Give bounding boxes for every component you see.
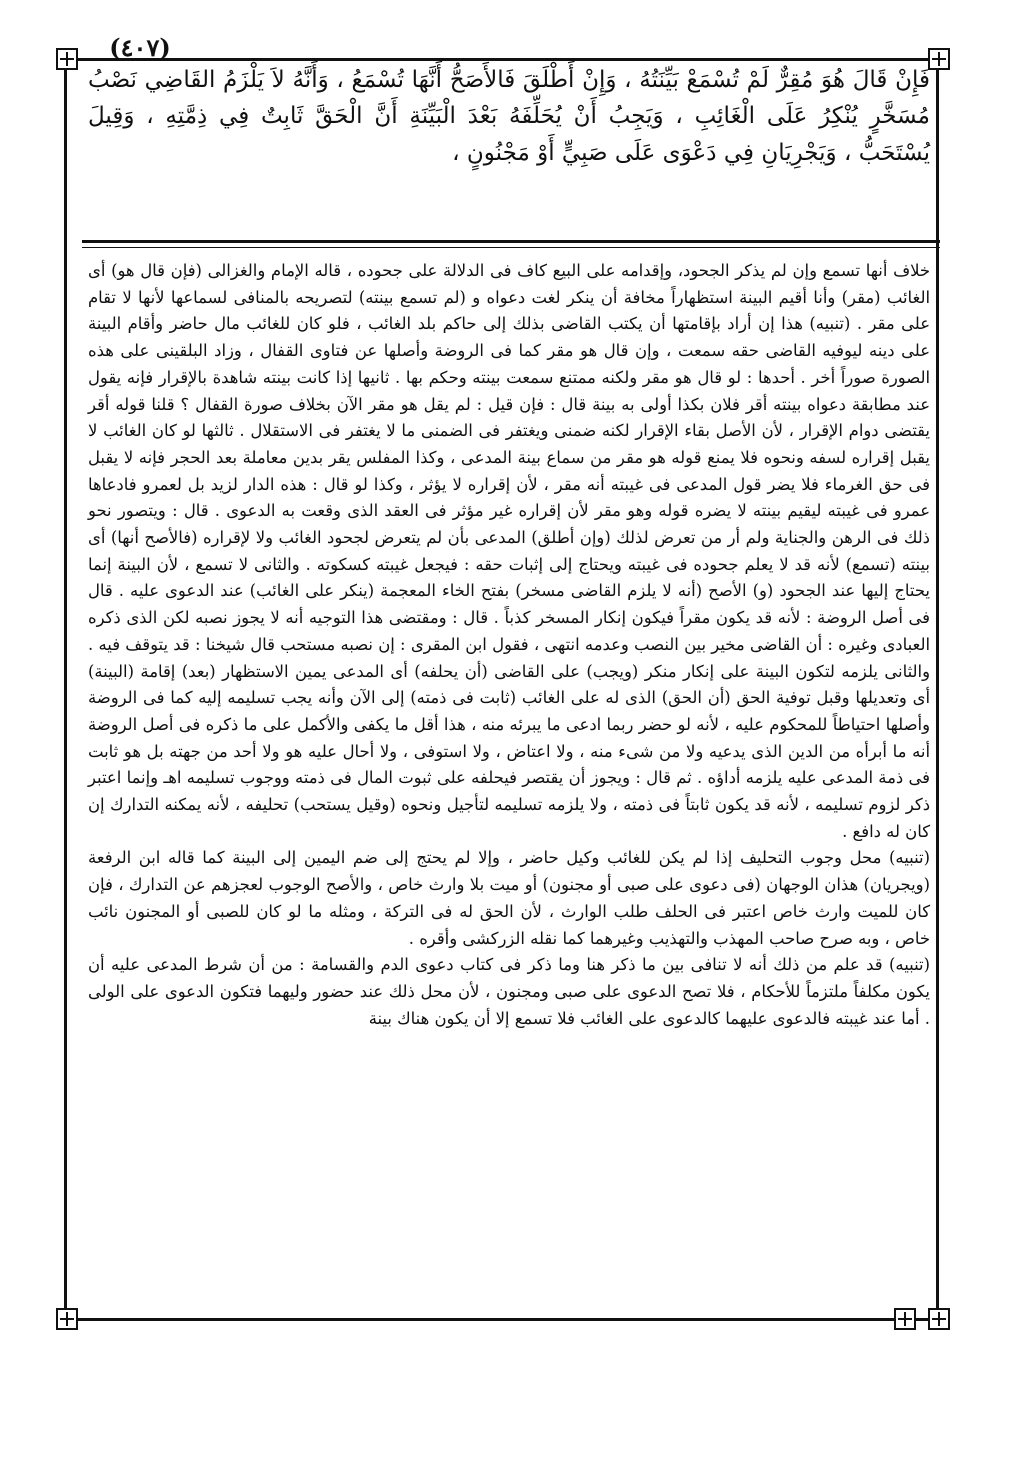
- matn-text: فَإِنْ قَالَ هُوَ مُقِرٌّ لَمْ تُسْمَعْ بَيِّنَتُهُ ، وَإِنْ أَطْلَقَ فَالأَصَحُّ أَنَّهَا تُسْمَعُ ، وَأَنَّهُ لاَ يَلْزَمُ القَاضِي نَصْبُ مُسَخَّرٍ يُنْكِرُ عَلَى الْغَائِبِ ، وَيَجِبُ أَنْ يُحَلِّفَهُ بَعْدَ الْبَيِّنَةِ أَنَّ الْحَقَّ ثَابِتٌ فِي ذِمَّتِهِ ، وَقِيلَ يُسْتَحَبُّ ، وَيَجْرِيَانِ فِي دَعْوَى عَلَى صَبِيٍّ أَوْ مَجْنُونٍ ،: [88, 67, 930, 166]
- commentary-text: [88, 258, 930, 1032]
- section-separator-thin: [82, 247, 940, 248]
- frame-left-line: [64, 58, 67, 1320]
- commentary-paragraph: (تنبيه) محل وجوب التحليف إذا لم يكن للغائب وكيل حاضر ، وإلا لم يحتج إلى ضم اليمين إلى البينة كما قاله ابن الرفعة (ويجريان) هذان الوجهان (فى دعوى على صبى أو مجنون) أو ميت بلا وارث خاص ، والأصح الوجوب لعجزهم عن التدارك ، فإن كان للميت وارث خاص اعتبر فى الحلف طلب الوارث ، لأن الحق له فى التركة ، ومثله ما لو كان للصبى أو المجنون نائب خاص ، وبه صرح صاحب المهذب والتهذيب وغيرهما كما نقله الزركشى وأقره .: [88, 848, 930, 948]
- commentary-paragraph: (تنبيه) قد علم من ذلك أنه لا تنافى بين ما ذكر هنا وما ذكر فى كتاب دعوى الدم والقسامة : من أن شرط المدعى عليه أن يكون مكلفاً ملتزماً للأحكام ، فلا تصح الدعوى على صبى ومجنون ، لأن محل ذلك عند حضور وليهما فتكون الدعوى على الولى . أما عند غيبته فالدعوى عليهما كالدعوى على الغائب فلا تسمع إلا أن يكون هناك بينة: [88, 955, 930, 1028]
- corner-ornament-icon: [56, 1308, 78, 1330]
- page-number: (٤٠٧): [109, 33, 171, 62]
- corner-ornament-icon: [56, 48, 78, 70]
- frame-bottom-line: [64, 1318, 940, 1321]
- section-separator: [82, 240, 940, 243]
- frame-top-line: [64, 58, 940, 61]
- commentary-paragraph: خلاف أنها تسمع وإن لم يذكر الجحود، وإقدامه على البيع كاف فى الدلالة على جحوده ، قاله الإمام والغزالى (فإن قال هو) أى الغائب (مقر) وأنا أقيم البينة استظهاراً مخافة أن ينكر لغت دعواه و (لم تسمع بينته) لتصريحه بالمنافى لسماعها لأنها لا تقام على مقر . (تنبيه) هذا إن أراد بإقامتها أن يكتب القاضى بذلك إلى حاكم بلد الغائب ، فلو كان للغائب مال حاضر وأقام البينة على دينه ليوفيه القاضى حقه سمعت ، وإن قال هو مقر كما فى الروضة وأصلها عن فتاوى القفال ، وزاد البلقينى على هذه الصورة صوراً أخر . أحدها : لو قال هو مقر ولكنه ممتنع سمعت بينته وحكم بها . ثانيها إذا كانت بينته شاهدة بالإقرار فإنه يقول عند مطابقة دعواه بينته أقر فلان بكذا أولى به بينة قال : فإن قيل : لم يقل هو مقر الآن بخلاف صورة القفال ؟ قلنا قوله أقر يقتضى دوام الإقرار ، لأن الأصل بقاء الإقرار لكنه ضمنى ويغتفر فى الضمنى ما لا يغتفر فى الاستقلال . ثالثها لو كان الغائب لا يقبل إقراره لسفه ونحوه فلا يمنع قوله هو مقر من سماع بينة المدعى ، وكذا المفلس يقر بدين معاملة بعد الحجر فإنه لا يقبل فى حق الغرماء فلا يضر قول المدعى فى غيبته أنه مقر ، لأن إقراره لا يؤثر ، وكذا لو قال : هذه الدار لزيد بل لعمرو فادعاها عمرو فى غيبته ليقيم بينته لا يضره قوله وهو مقر لأن إقراره غير مؤثر فى العقد الذى وقعت به الدعوى . قال : ويتصور نحو ذلك فى الرهن والجناية ولم أر من تعرض لذلك (وإن أطلق) المدعى بأن لم يتعرض لجحود الغائب ولا لإقراره (فالأصح أنها) أى بينته (تسمع) لأنه قد لا يعلم جحوده فى غيبته ويحتاج إلى إثبات حقه : فيجعل غيبته كسكوته . والثانى لا تسمع ، لأن البينة إنما يحتاج إليها عند الجحود (و) الأصح (أنه لا يلزم القاضى مسخر) بفتح الخاء المعجمة (ينكر على الغائب) عند الدعوى عليه . قال فى أصل الروضة : لأنه قد يكون مقراً فيكون إنكار المسخر كذباً . قال : ومقتضى هذا التوجيه أنه لا يجوز نصبه لكن الذى ذكره العبادى وغيره : أن القاضى مخير بين النصب وعدمه انتهى ، فقول ابن المقرى : إن نصبه مستحب قال شيخنا : قد يتوقف فيه . والثانى يلزمه لتكون البينة على إنكار منكر (ويجب) على القاضى (أن يحلفه) أى المدعى يمين الاستظهار (بعد) إقامة (البينة) أى وتعديلها وقبل توفية الحق (أن الحق) الذى له على الغائب (ثابت فى ذمته) إلى الآن وأنه يجب تسليمه إليه كما فى الروضة وأصلها احتياطاً للمحكوم عليه ، لأنه لو حضر ربما ادعى ما يبرئه منه ، هذا أقل ما يكفى والأكمل على ما ذكره فى أصل الروضة أنه ما أبرأه من الدين الذى يدعيه ولا من شىء منه ، ولا اعتاض ، ولا استوفى ، ولا أحال عليه هو ولا أحد من جهته بل هو ثابت فى ذمة المدعى عليه يلزمه أداؤه . ثم قال : ويجوز أن يقتصر فيحلفه على ثبوت المال فى ذمته ووجوب تسليمه اهـ وإنما اعتبر ذكر لزوم تسليمه ، لأنه قد يكون ثابتاً فى ذمته ، ولا يلزمه تسليمه لتأجيل ونحوه (وقيل يستحب) تحليفه ، لأنه يمكنه التدارك إن كان له دافع .: [88, 261, 930, 841]
- corner-ornament-icon: [928, 48, 950, 70]
- side-ornament-icon: [894, 1308, 916, 1330]
- corner-ornament-icon: [928, 1308, 950, 1330]
